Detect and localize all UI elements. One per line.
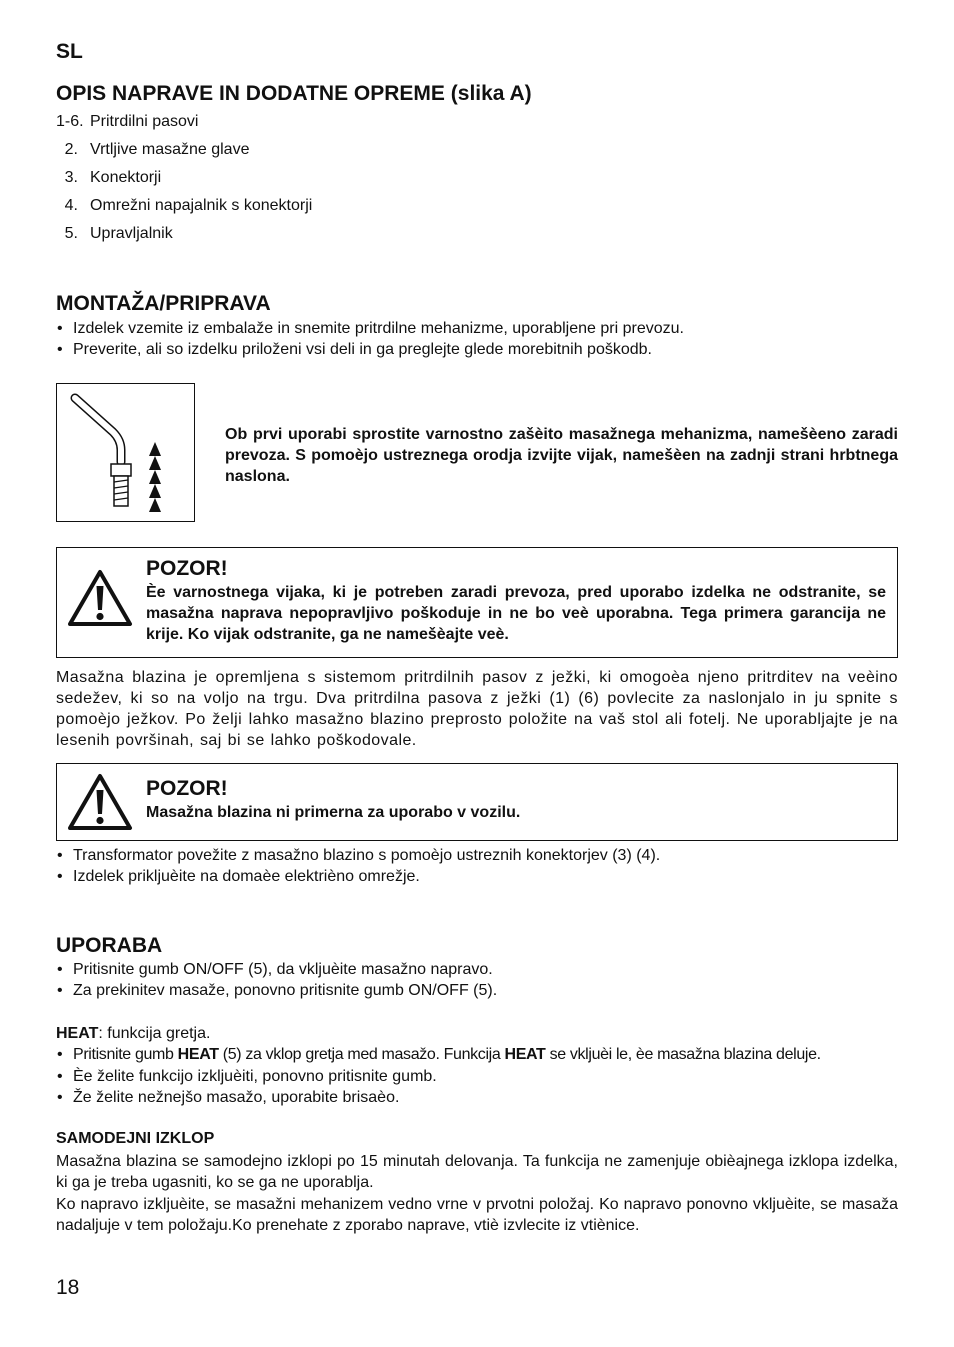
list-item bbox=[56, 959, 898, 980]
item-text: Pritrdilni pasovi bbox=[90, 113, 199, 130]
item-text: Konektorji bbox=[90, 169, 162, 186]
warning-triangle-icon bbox=[67, 568, 133, 628]
list-item bbox=[56, 168, 898, 196]
bullet: • bbox=[57, 868, 63, 885]
list-item bbox=[56, 1087, 898, 1108]
bullet: • bbox=[57, 961, 63, 978]
section-title-description: OPIS NAPRAVE IN DODATNE OPREME (slika A) bbox=[56, 82, 532, 105]
allen-key-screw-icon bbox=[57, 384, 193, 520]
warning-title: POZOR! bbox=[146, 777, 228, 800]
item-number: 3. bbox=[64, 169, 78, 186]
list-item bbox=[56, 196, 898, 224]
usage-bullets bbox=[56, 959, 898, 1001]
item-number: 2. bbox=[64, 141, 78, 158]
page-number: 18 bbox=[56, 1276, 80, 1299]
auto-off-paragraph-2: Ko napravo izkljuèite, se masažni mehanizem vedno vrne v prvotni položaj. Ko napravo ponovno vkljuèite, se masaža nadaljuje v tem položaju.Ko prenehate z zporabo naprave, vtiè izvlecite iz vtiènice. bbox=[56, 1196, 898, 1234]
list-item bbox=[56, 845, 898, 866]
bullet: • bbox=[57, 1068, 63, 1085]
heat-bullets bbox=[56, 1044, 898, 1065]
warning-title: POZOR! bbox=[146, 557, 228, 580]
warning-box bbox=[56, 547, 898, 658]
list-item bbox=[56, 318, 898, 339]
assembly-bullets bbox=[56, 318, 898, 360]
section-title-usage: UPORABA bbox=[56, 934, 163, 957]
bullet-text: Èe želite funkcijo izkljuèiti, ponovno pritisnite gumb. bbox=[73, 1068, 437, 1085]
figure-note: Ob prvi uporabi sprostite varnostno zašèito masažnega mehanizma, namešèeno zaradi prevoza. S pomoèjo ustreznega orodja izvijte vijak, namešèen na zadnji strani hrbtnega naslona. bbox=[225, 426, 898, 485]
parts-list bbox=[56, 112, 898, 252]
list-item bbox=[56, 224, 898, 252]
bullet-text: Pritisnite gumb HEAT (5) za vklop gretja med masažo. Funkcija HEAT se vkljuèi le, èe masažna blazina deluje. bbox=[73, 1046, 821, 1063]
list-item bbox=[56, 866, 898, 887]
bullet: • bbox=[57, 341, 63, 358]
bullet: • bbox=[57, 320, 63, 337]
heat-line bbox=[56, 1023, 898, 1044]
item-text: Vrtljive masažne glave bbox=[90, 141, 250, 158]
list-item bbox=[56, 1066, 898, 1087]
list-item bbox=[56, 980, 898, 1001]
screw-figure bbox=[56, 383, 195, 522]
item-number: 1-6. bbox=[56, 113, 84, 130]
bullet-text: Izdelek prikljuèite na domaèe elektrièno omrežje. bbox=[73, 868, 420, 885]
item-number: 5. bbox=[64, 225, 78, 242]
mounting-paragraph: Masažna blazina je opremljena s sistemom pritrdilnih pasov z ježki, ki omogoèa njeno pritrditev na veèino sedežev, ki so na voljo na trgu. Dva pritrdilna pasova z ježki (1) (6) povlecite za naslonjalo in ju spnite s pomoèjo ježkov. Po želji lahko masažno blazino preprosto položite na vaš stol ali fotelj. Ne uporabljajte je na lesenih površinah, saj bi se lahko poškodovale. bbox=[56, 669, 898, 749]
heat-bullets-more bbox=[56, 1066, 898, 1108]
bullet: • bbox=[57, 847, 63, 864]
list-item bbox=[56, 1044, 898, 1065]
bullet: • bbox=[57, 1046, 63, 1063]
list-item bbox=[56, 112, 898, 140]
list-item bbox=[56, 339, 898, 360]
connection-bullets bbox=[56, 845, 898, 887]
bullet-text: Že želite nežnejšo masažo, uporabite brisaèo. bbox=[73, 1089, 400, 1106]
item-text: Omrežni napajalnik s konektorji bbox=[90, 197, 313, 214]
bullet: • bbox=[57, 1089, 63, 1106]
warning-body: Masažna blazina ni primerna za uporabo v vozilu. bbox=[146, 804, 521, 821]
auto-off-paragraph-1: Masažna blazina se samodejno izklopi po 15 minutah delovanja. Ta funkcija ne zamenjuje obièajnega izklopa izdelka, ki ga je treba ugasniti, ko se ga ne uporablja. bbox=[56, 1153, 898, 1191]
item-number: 4. bbox=[64, 197, 78, 214]
bullet-text: Transformator povežite z masažno blazino s pomoèjo ustreznih konektorjev (3) (4). bbox=[73, 847, 661, 864]
warning-body: Èe varnostnega vijaka, ki je potreben zaradi prevoza, pred uporabo izdelka ne odstranite, se masažna naprava nepopravljivo poškoduje in ne bo veè uporabna. Tega primera garancija ne krije. Ko vijak odstranite, ga ne namešèajte veè. bbox=[146, 584, 886, 643]
warning-triangle-icon bbox=[67, 772, 133, 832]
bullet-text: Pritisnite gumb ON/OFF (5), da vkljuèite masažno napravo. bbox=[73, 961, 493, 978]
section-title-assembly: MONTAŽA/PRIPRAVA bbox=[56, 292, 271, 315]
heat-label: HEAT bbox=[56, 1025, 99, 1042]
language-code: SL bbox=[56, 40, 83, 63]
item-text: Upravljalnik bbox=[90, 225, 173, 242]
bullet-text: Preverite, ali so izdelku priloženi vsi deli in ga preglejte glede morebitnih poškodb. bbox=[73, 341, 652, 358]
auto-off-title: SAMODEJNI IZKLOP bbox=[56, 1130, 215, 1147]
list-item bbox=[56, 140, 898, 168]
heat-description: : funkcija gretja. bbox=[98, 1025, 211, 1042]
bullet-text: Za prekinitev masaže, ponovno pritisnite gumb ON/OFF (5). bbox=[73, 982, 498, 999]
bullet-text: Izdelek vzemite iz embalaže in snemite pritrdilne mehanizme, uporabljene pri prevozu. bbox=[73, 320, 684, 337]
bullet: • bbox=[57, 982, 63, 999]
warning-box bbox=[56, 763, 898, 841]
